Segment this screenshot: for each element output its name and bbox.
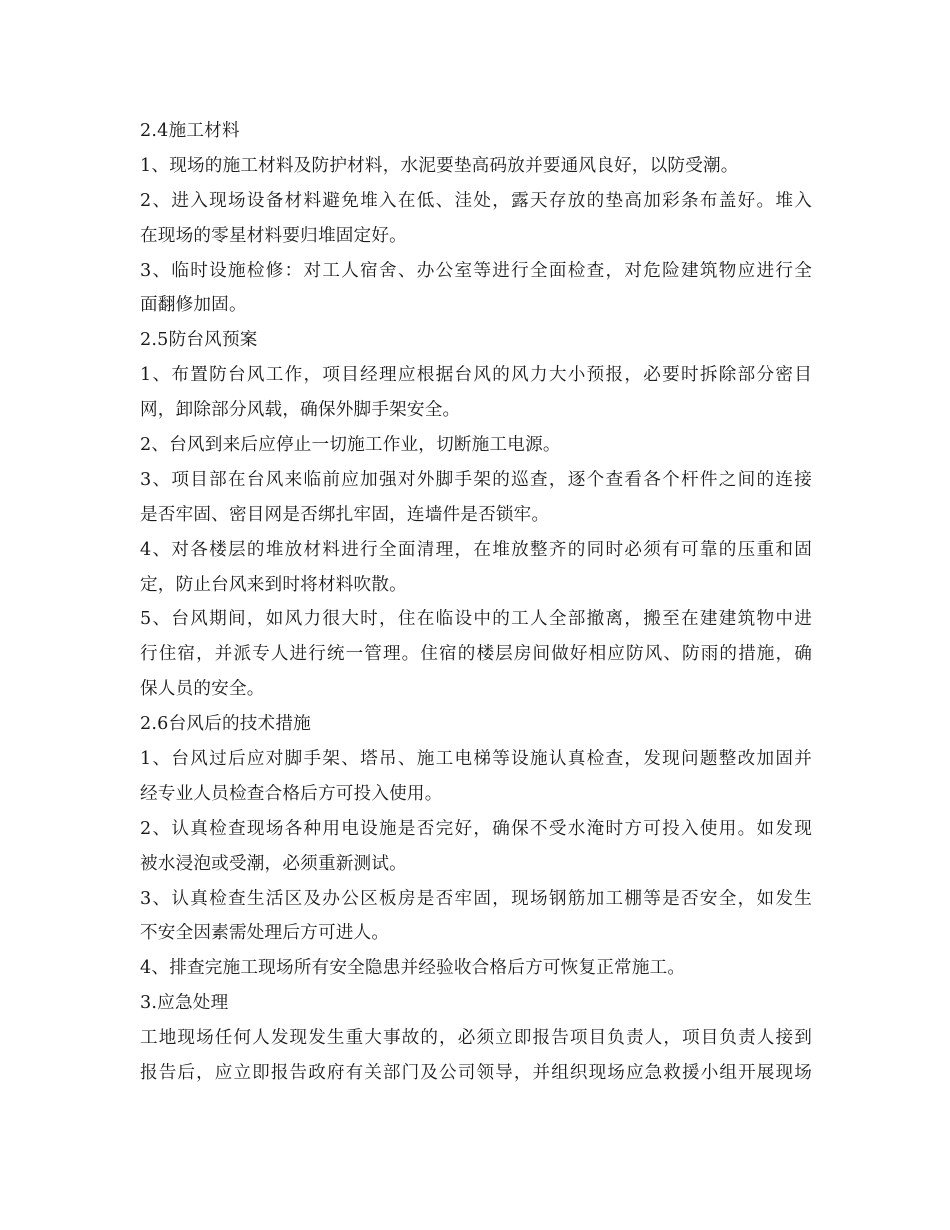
paragraph-line: 3、项目部在台风来临前应加强对外脚手架的巡查，逐个查看各个杆件之间的连接 xyxy=(140,469,812,490)
paragraph-line: 是否牢固、密目网是否绑扎牢固，连墙件是否锁牢。 xyxy=(140,504,550,525)
paragraph-line: 4、排查完施工现场所有安全隐患并经验收合格后方可恢复正常施工。 xyxy=(140,958,686,979)
paragraph-line: 网，卸除部分风载，确保外脚手架安全。 xyxy=(140,400,461,421)
paragraph-line: 经专业人员检查合格后方可投入使用。 xyxy=(140,783,443,804)
paragraph-line: 1、布置防台风工作，项目经理应根据台风的风力大小预报，必要时拆除部分密目 xyxy=(140,365,812,386)
section-heading: 2.4施工材料 xyxy=(140,121,240,141)
paragraph-line: 3、认真检查生活区及办公区板房是否牢固，现场钢筋加工棚等是否安全，如发生 xyxy=(140,888,812,909)
section-heading: 2.6台风后的技术措施 xyxy=(140,714,311,735)
paragraph-line: 定，防止台风来到时将材料吹散。 xyxy=(140,574,407,595)
paragraph-line: 2、进入现场设备材料避免堆入在低、洼处，露天存放的垫高加彩条布盖好。堆入 xyxy=(140,190,812,211)
paragraph-line: 3、临时设施检修：对工人宿舍、办公室等进行全面检查，对危险建筑物应进行全 xyxy=(140,260,812,281)
paragraph-line: 5、台风期间，如风力很大时，住在临设中的工人全部撤离，搬至在建建筑物中进 xyxy=(140,609,812,630)
paragraph-line: 1、台风过后应对脚手架、塔吊、施工电梯等设施认真检查，发现问题整改加固并 xyxy=(140,749,812,770)
paragraph-line: 报告后，应立即报告政府有关部门及公司领导，并组织现场应急救援小组开展现场 xyxy=(140,1063,812,1084)
paragraph-line: 2、台风到来后应停止一切施工作业，切断施工电源。 xyxy=(140,435,561,456)
paragraph-line: 2、认真检查现场各种用电设施是否完好，确保不受水淹时方可投入使用。如发现 xyxy=(140,818,812,839)
paragraph-line: 行住宿，并派专人进行统一管理。住宿的楼层房间做好相应防风、防雨的措施，确 xyxy=(140,644,812,665)
paragraph-line: 在现场的零星材料要归堆固定好。 xyxy=(140,225,407,246)
paragraph-line: 工地现场任何人发现发生重大事故的，必须立即报告项目负责人，项目负责人接到 xyxy=(140,1028,812,1049)
section-heading: 2.5防台风预案 xyxy=(140,330,258,351)
paragraph-line: 1、现场的施工材料及防护材料，水泥要垫高码放并要通风良好，以防受潮。 xyxy=(140,155,739,176)
paragraph-line: 面翻修加固。 xyxy=(140,295,247,316)
paragraph-line: 被水浸泡或受潮，必须重新测试。 xyxy=(140,853,407,874)
section-heading: 3.应急处理 xyxy=(140,993,229,1014)
document-body xyxy=(140,114,812,1091)
paragraph-line: 保人员的安全。 xyxy=(140,679,265,700)
paragraph-line: 4、对各楼层的堆放材料进行全面清理，在堆放整齐的同时必须有可靠的压重和固 xyxy=(140,539,812,560)
paragraph-line: 不安全因素需处理后方可进人。 xyxy=(140,923,390,944)
